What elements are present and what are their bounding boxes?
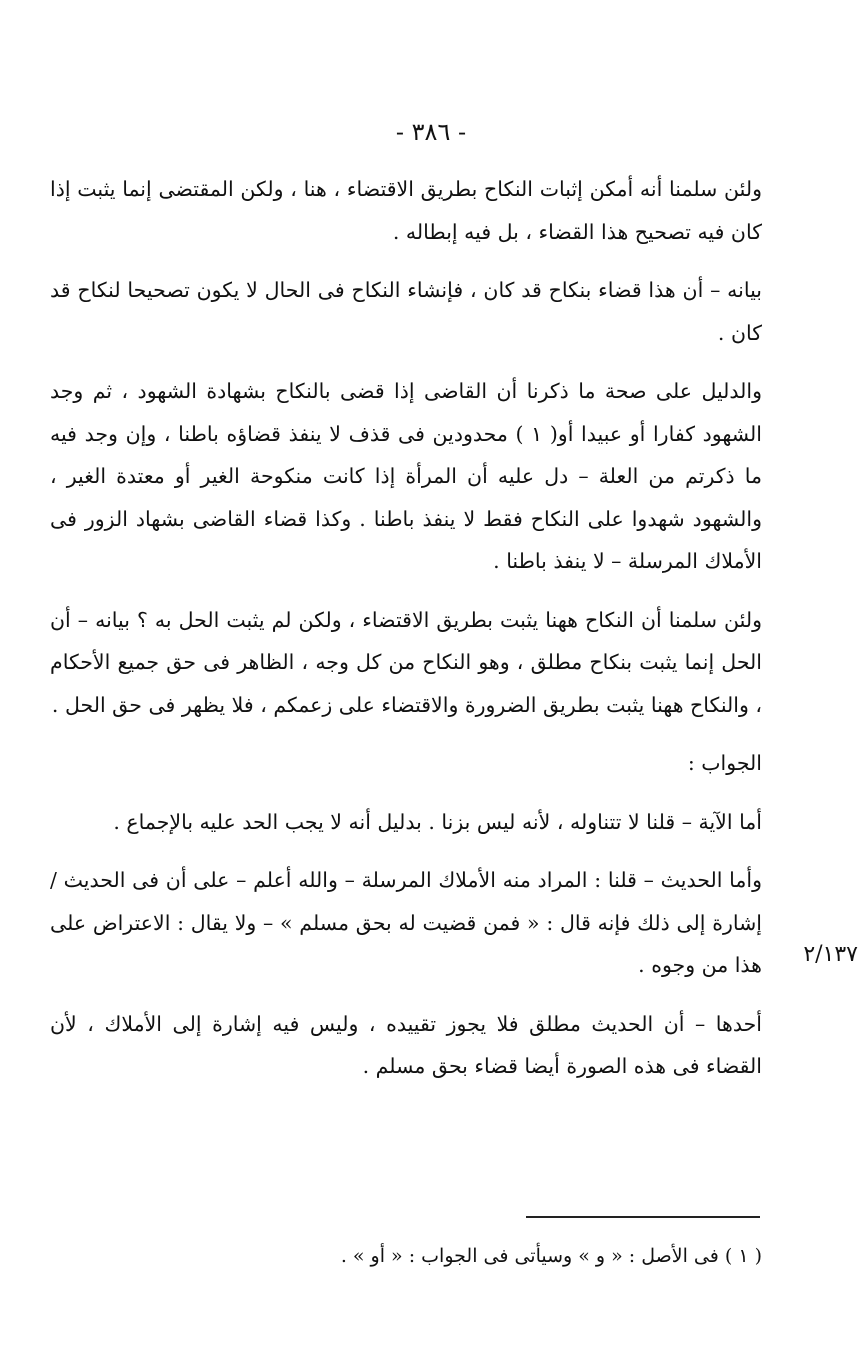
page-number: - ٣٨٦ -: [395, 118, 467, 146]
footnote: ( ١ ) فى الأصل : « و » وسيأتى فى الجواب : « أو » .: [340, 1245, 762, 1267]
paragraph-8: أحدها – أن الحديث مطلق فلا يجوز تقييده ، وليس فيه إشارة إلى الأملاك ، لأن القضاء فى هذه الصورة أيضا قضاء بحق مسلم .: [50, 1011, 762, 1078]
margin-folio-reference: ٢/١٣٧: [803, 942, 858, 967]
footnote-divider: [526, 1216, 760, 1218]
paragraph-2: بيانه – أن هذا قضاء بنكاح قد كان ، فإنشاء النكاح فى الحال لا يكون تصحيحا لنكاح قد كان .: [50, 278, 762, 345]
paragraph-7: وأما الحديث – قلنا : المراد منه الأملاك المرسلة – والله أعلم – على أن فى الحديث / إشارة إلى ذلك فإنه قال : « فمن قضيت له بحق مسلم » – ولا يقال : الاعتراض على هذا من وجوه .: [50, 868, 762, 977]
paragraph-3: والدليل على صحة ما ذكرنا أن القاضى إذا قضى بالنكاح بشهادة الشهود ، ثم وجد الشهود كفارا أو عبيدا أو( ١ ) محدودين فى قذف لا ينفذ قضاؤه باطنا ، وإن وجد فيه ما ذكرتم من العلة – دل عليه أن المرأة إذا كانت منكوحة الغير أو معتدة الغير ، والشهود شهدوا على النكاح فقط لا ينفذ باطنا . وكذا قضاء القاضى بشهاد الزور فى الأملاك المرسلة – لا ينفذ باطنا .: [50, 379, 762, 573]
paragraph-1: ولئن سلمنا أنه أمكن إثبات النكاح بطريق الاقتضاء ، هنا ، ولكن المقتضى إنما يثبت إذا كان فيه تصحيح هذا القضاء ، بل فيه إبطاله .: [50, 177, 762, 244]
main-text: [50, 168, 762, 1104]
paragraph-4: ولئن سلمنا أن النكاح ههنا يثبت بطريق الاقتضاء ، ولكن لم يثبت الحل به ؟ بيانه – أن الحل إنما يثبت بنكاح مطلق ، وهو النكاح من كل وجه ، الظاهر فى حق جميع الأحكام ، والنكاح ههنا يثبت بطريق الضرورة والاقتضاء على زعمكم ، فلا يظهر فى حق الحل .: [50, 607, 762, 717]
answer-heading: الجواب :: [687, 751, 762, 775]
paragraph-6: أما الآية – قلنا لا تتناوله ، لأنه ليس بزنا . بدليل أنه لا يجب الحد عليه بالإجماع .: [113, 809, 762, 834]
